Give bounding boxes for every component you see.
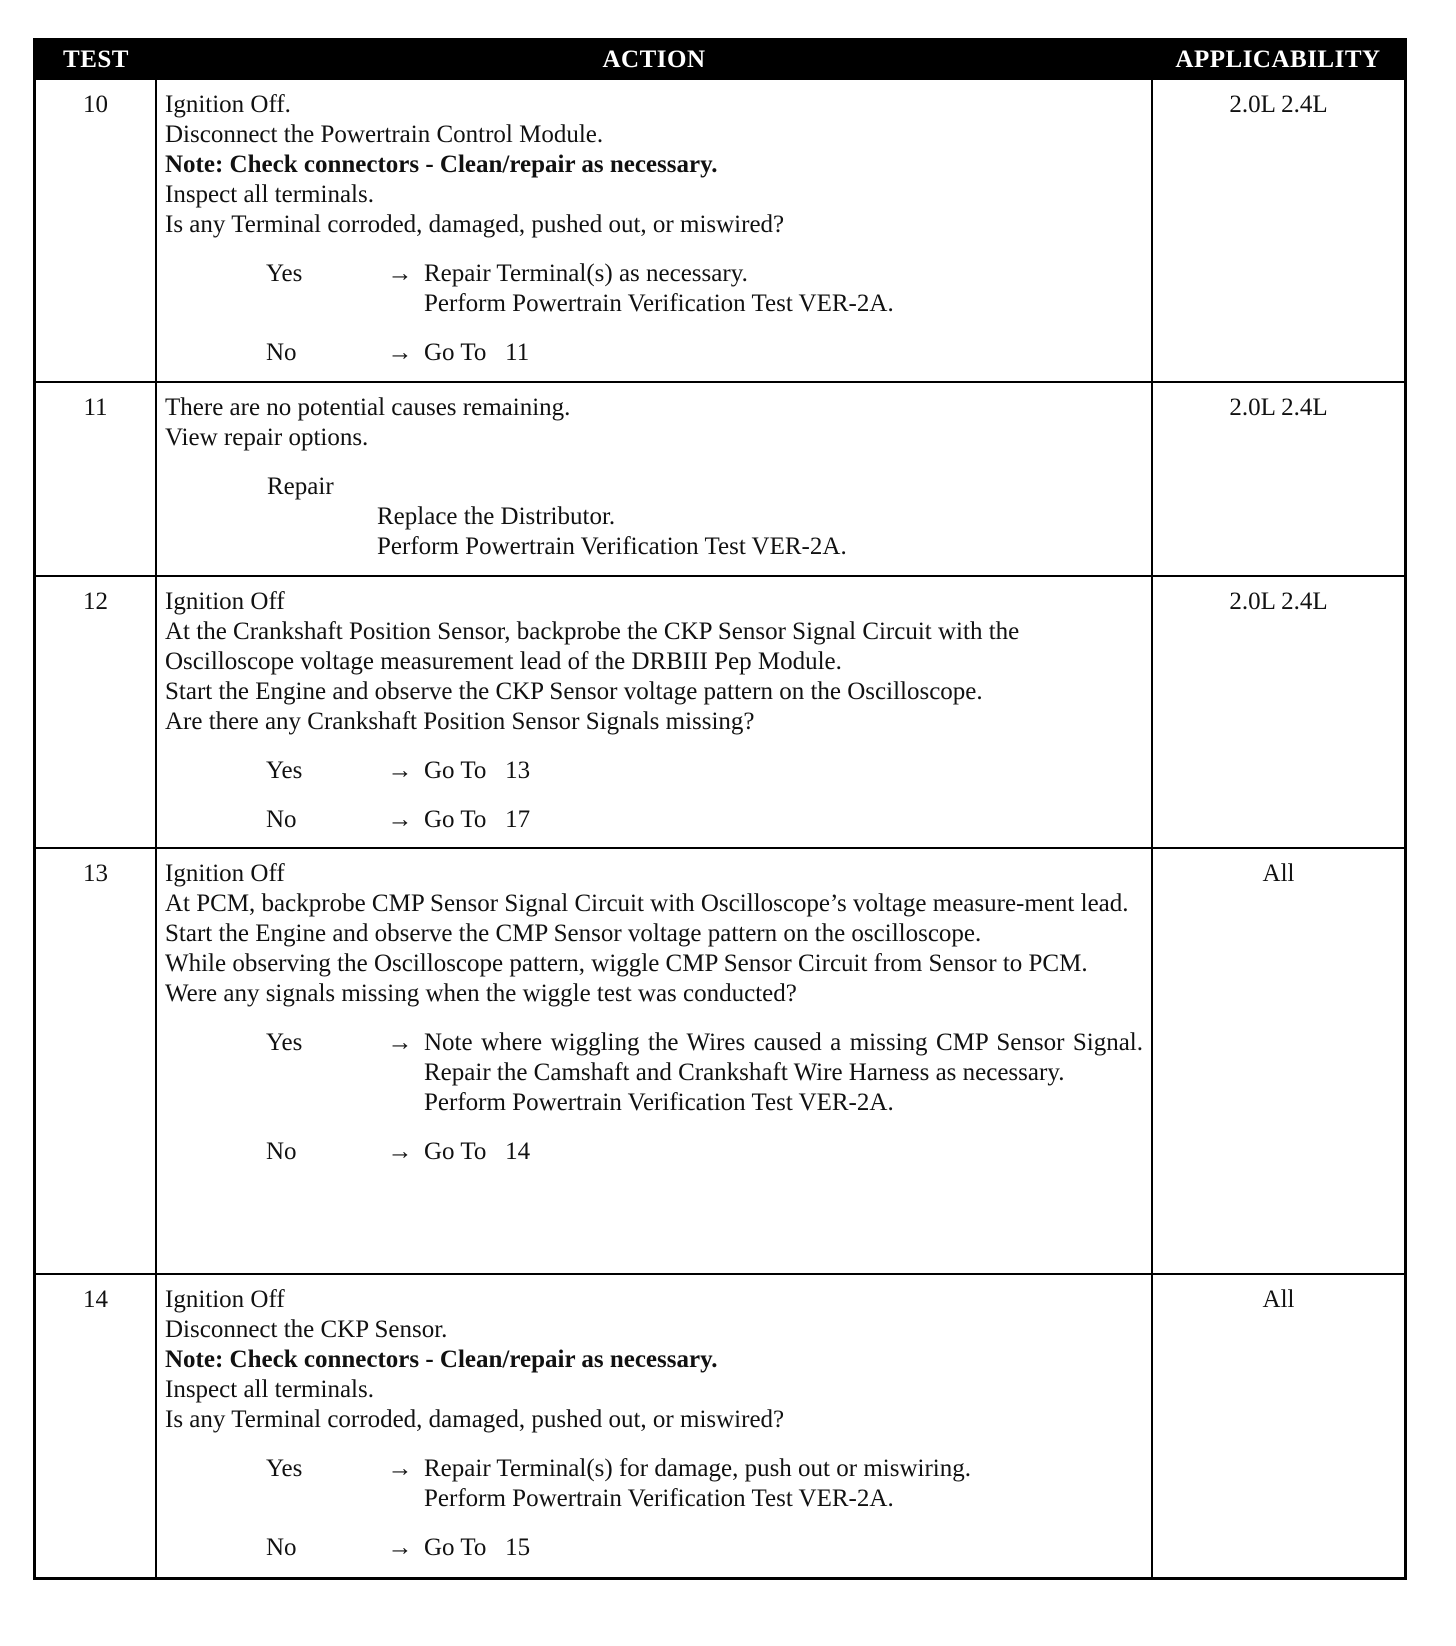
action-line: Start the Engine and observe the CKP Sensor voltage pattern on the Oscilloscope. bbox=[165, 678, 983, 705]
no-label: No bbox=[266, 1138, 297, 1165]
yes-text bbox=[424, 1454, 1143, 1514]
action-line: Ignition Off bbox=[165, 860, 285, 887]
yes-text-line: Repair Terminal(s) for damage, push out or miswiring. bbox=[424, 1455, 971, 1482]
yes-text bbox=[424, 1028, 1143, 1118]
repair-options bbox=[165, 472, 1143, 562]
action-cell bbox=[156, 1274, 1152, 1577]
action-line: View repair options. bbox=[165, 424, 369, 451]
yes-text: Go To 13 bbox=[424, 757, 531, 784]
no-text: Go To 11 bbox=[424, 339, 530, 366]
test-number: 13 bbox=[36, 848, 156, 1274]
applicability: 2.0L 2.4L bbox=[1152, 576, 1404, 848]
diagnostic-table-sheet bbox=[33, 38, 1407, 1580]
action-line: Ignition Off bbox=[165, 1286, 285, 1313]
yes-label: Yes bbox=[266, 1455, 303, 1482]
no-text: Go To 14 bbox=[424, 1138, 531, 1165]
action-line: Is any Terminal corroded, damaged, pushed out, or miswired? bbox=[165, 1406, 785, 1433]
action-line: While observing the Oscilloscope pattern, wiggle CMP Sensor Circuit from Sensor to PCM. bbox=[165, 950, 1088, 977]
yes-text bbox=[424, 259, 1143, 319]
applicability: 2.0L 2.4L bbox=[1152, 382, 1404, 576]
action-line: At the Crankshaft Position Sensor, backprobe the CKP Sensor Signal Circuit with the Oscilloscope voltage measurement lead of the DRBIII Pep Module. bbox=[165, 618, 1020, 675]
action-line: Were any signals missing when the wiggle test was conducted? bbox=[165, 980, 797, 1007]
action-line: Ignition Off. bbox=[165, 91, 291, 118]
yes-text-line: Perform Powertrain Verification Test VER-2A. bbox=[424, 290, 894, 317]
test-number: 14 bbox=[36, 1274, 156, 1577]
action-cell bbox=[156, 382, 1152, 576]
results bbox=[165, 1028, 1143, 1167]
action-cell bbox=[156, 576, 1152, 848]
table-header-row bbox=[36, 41, 1404, 79]
results bbox=[165, 756, 1143, 835]
action-cell bbox=[156, 79, 1152, 382]
applicability: All bbox=[1152, 1274, 1404, 1577]
action-line: Is any Terminal corroded, damaged, pushed out, or miswired? bbox=[165, 211, 785, 238]
diagnostic-table bbox=[36, 41, 1404, 1577]
header-test: TEST bbox=[36, 41, 156, 79]
arrow-icon: → bbox=[387, 806, 413, 833]
arrow-icon: → bbox=[387, 260, 413, 287]
header-action: ACTION bbox=[156, 41, 1152, 79]
test-number: 10 bbox=[36, 79, 156, 382]
repair-label: Repair bbox=[267, 473, 334, 500]
action-line: Are there any Crankshaft Position Sensor Signals missing? bbox=[165, 708, 755, 735]
arrow-icon: → bbox=[387, 757, 413, 784]
yes-text-line: Perform Powertrain Verification Test VER-2A. bbox=[424, 1485, 894, 1512]
action-line: There are no potential causes remaining. bbox=[165, 394, 571, 421]
arrow-icon: → bbox=[387, 1534, 413, 1561]
yes-label: Yes bbox=[266, 757, 303, 784]
results bbox=[165, 1454, 1143, 1563]
yes-result bbox=[266, 1028, 1143, 1118]
no-result bbox=[266, 805, 1143, 835]
results bbox=[165, 259, 1143, 368]
arrow-icon: → bbox=[387, 1138, 413, 1165]
action-line: At PCM, backprobe CMP Sensor Signal Circuit with Oscilloscope’s voltage measure-ment lead. bbox=[165, 890, 1129, 917]
yes-result bbox=[266, 259, 1143, 319]
test-number: 11 bbox=[36, 382, 156, 576]
no-text: Go To 15 bbox=[424, 1534, 531, 1561]
arrow-icon: → bbox=[387, 1455, 413, 1482]
repair-line: Perform Powertrain Verification Test VER-2A. bbox=[377, 533, 847, 560]
action-cell bbox=[156, 848, 1152, 1274]
action-line: Disconnect the CKP Sensor. bbox=[165, 1316, 448, 1343]
repair-line: Replace the Distributor. bbox=[377, 503, 616, 530]
yes-text-line: Perform Powertrain Verification Test VER-2A. bbox=[424, 1089, 894, 1116]
header-applicability: APPLICABILITY bbox=[1152, 41, 1404, 79]
no-text: Go To 17 bbox=[424, 806, 531, 833]
table-row bbox=[36, 576, 1404, 848]
action-line: Disconnect the Powertrain Control Module. bbox=[165, 121, 604, 148]
applicability: All bbox=[1152, 848, 1404, 1274]
action-note: Note: Check connectors - Clean/repair as necessary. bbox=[165, 1346, 718, 1373]
action-line: Ignition Off bbox=[165, 588, 285, 615]
table-row bbox=[36, 848, 1404, 1274]
arrow-icon: → bbox=[387, 1029, 413, 1056]
yes-label: Yes bbox=[266, 1029, 303, 1056]
no-label: No bbox=[266, 806, 297, 833]
action-line: Inspect all terminals. bbox=[165, 181, 374, 208]
action-note: Note: Check connectors - Clean/repair as necessary. bbox=[165, 151, 718, 178]
no-label: No bbox=[266, 339, 297, 366]
no-result bbox=[266, 1533, 1143, 1563]
no-result bbox=[266, 1137, 1143, 1167]
table-row bbox=[36, 382, 1404, 576]
no-label: No bbox=[266, 1534, 297, 1561]
yes-text-line: Repair Terminal(s) as necessary. bbox=[424, 260, 748, 287]
action-line: Inspect all terminals. bbox=[165, 1376, 374, 1403]
action-line: Start the Engine and observe the CMP Sensor voltage pattern on the oscilloscope. bbox=[165, 920, 982, 947]
applicability: 2.0L 2.4L bbox=[1152, 79, 1404, 382]
table-row bbox=[36, 1274, 1404, 1577]
table-row bbox=[36, 79, 1404, 382]
yes-text-line: Note where wiggling the Wires caused a missing CMP Sensor Signal. Repair the Camshaft and Crankshaft Wire Harness as necessary. bbox=[424, 1029, 1143, 1086]
yes-result bbox=[266, 756, 1143, 786]
yes-label: Yes bbox=[266, 260, 303, 287]
arrow-icon: → bbox=[387, 339, 413, 366]
no-result bbox=[266, 338, 1143, 368]
repair-body bbox=[267, 502, 1143, 562]
test-number: 12 bbox=[36, 576, 156, 848]
yes-result bbox=[266, 1454, 1143, 1514]
